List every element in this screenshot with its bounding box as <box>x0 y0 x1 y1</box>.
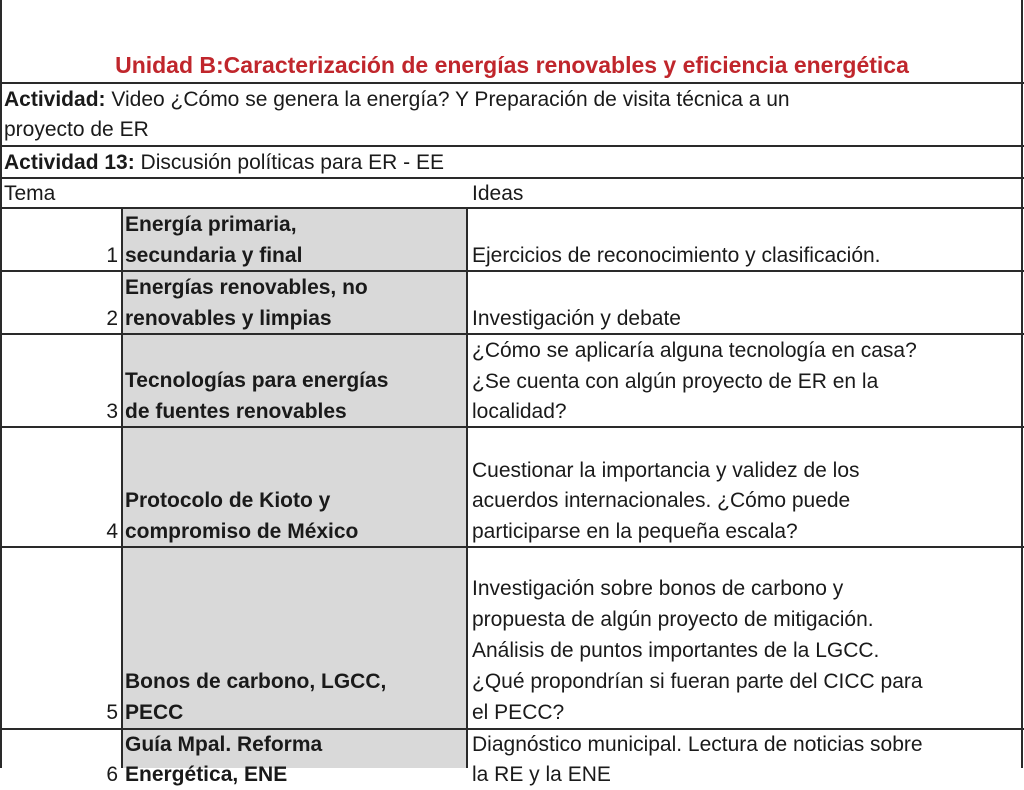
idea-line: acuerdos internacionales. ¿Cómo puede <box>472 489 851 512</box>
activity-13-line <box>4 147 444 178</box>
topic-line: Energía primaria, <box>125 213 297 236</box>
topic-line: PECC <box>125 701 184 724</box>
idea-line: Diagnóstico municipal. Lectura de noticias sobre <box>472 733 923 756</box>
activity-line-1 <box>4 84 790 115</box>
row-number: 4 <box>106 520 118 543</box>
idea-line: participarse en la pequeña escala? <box>472 520 798 543</box>
idea-line: Investigación sobre bonos de carbono y <box>472 577 844 600</box>
activity-label: Actividad: <box>4 88 106 111</box>
idea-line: localidad? <box>472 400 567 423</box>
topic-line: renovables y limpias <box>125 307 332 330</box>
activity-13-text: Discusión políticas para ER - EE <box>134 151 445 174</box>
header-ideas: Ideas <box>472 182 524 205</box>
row-number: 3 <box>106 400 118 423</box>
column-border <box>466 207 468 768</box>
row-number: 1 <box>106 244 118 267</box>
topic-line: Energética, ENE <box>125 763 288 786</box>
row-number: 5 <box>106 701 118 724</box>
idea-line: ¿Se cuenta con algún proyecto de ER en la <box>472 370 879 393</box>
column-border <box>121 207 123 768</box>
idea-line: ¿Cómo se aplicaría alguna tecnología en casa? <box>472 339 917 362</box>
idea-line: Análisis de puntos importantes de la LGCC. <box>472 639 880 662</box>
column-border <box>1021 0 1023 768</box>
idea-line: Investigación y debate <box>472 307 681 330</box>
topic-line: Protocolo de Kioto y <box>125 489 331 512</box>
unit-title: Unidad B:Caracterización de energías renovables y eficiencia energética <box>115 52 909 78</box>
row-number: 6 <box>106 763 118 786</box>
idea-line: Ejercicios de reconocimiento y clasificación. <box>472 244 881 267</box>
idea-line: ¿Qué propondrían si fueran parte del CICC para <box>472 670 923 693</box>
topic-line: secundaria y final <box>125 244 303 267</box>
idea-line: Cuestionar la importancia y validez de los <box>472 459 860 482</box>
topic-line: compromiso de México <box>125 520 359 543</box>
activity-text: Video ¿Cómo se genera la energía? Y Preparación de visita técnica a un <box>105 88 790 111</box>
column-border <box>0 0 2 768</box>
topic-line: Energías renovables, no <box>125 276 368 299</box>
activity-13-label: Actividad 13: <box>4 151 135 174</box>
topic-line: Bonos de carbono, LGCC, <box>125 670 387 693</box>
topic-line: de fuentes renovables <box>125 400 347 423</box>
idea-line: propuesta de algún proyecto de mitigación. <box>472 608 874 631</box>
idea-line: la RE y la ENE <box>472 763 611 786</box>
topic-line: Guía Mpal. Reforma <box>125 733 323 756</box>
idea-line: el PECC? <box>472 701 565 724</box>
header-tema: Tema <box>4 182 56 205</box>
row-number: 2 <box>106 307 118 330</box>
topic-line: Tecnologías para energías <box>125 369 389 392</box>
activity-line-2: proyecto de ER <box>4 118 149 141</box>
